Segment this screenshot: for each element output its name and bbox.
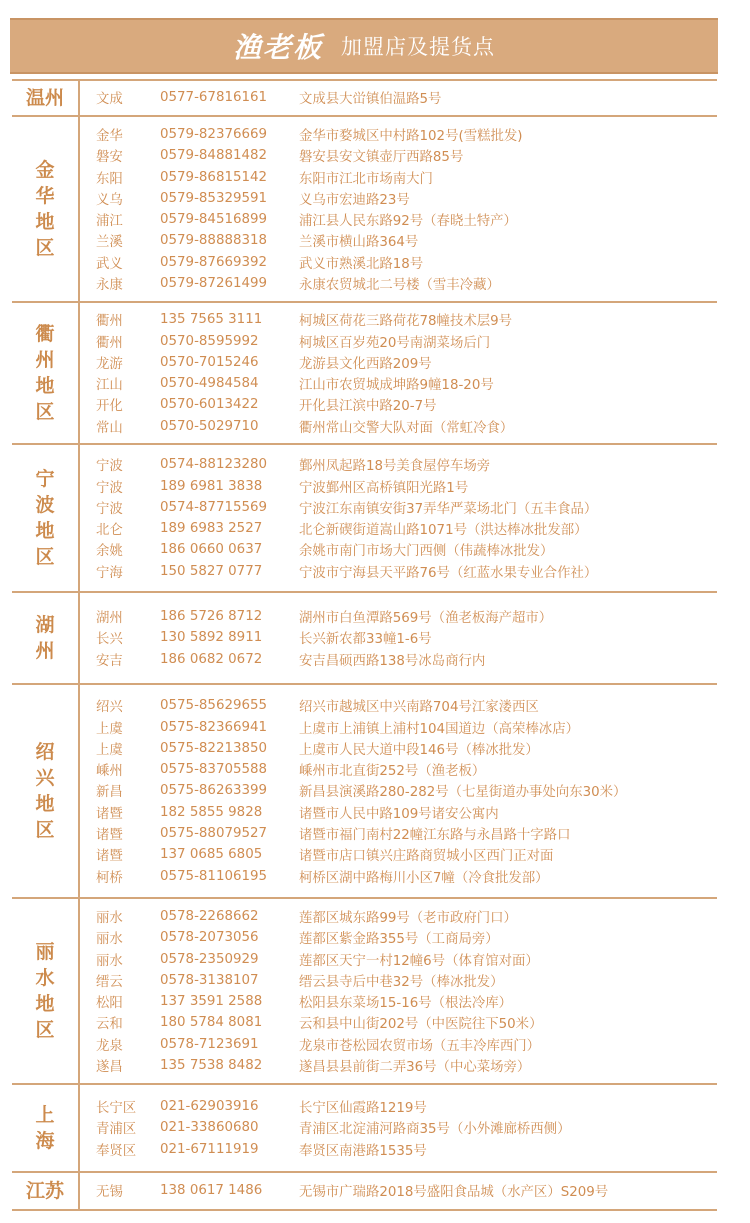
store-city: 永康 (96, 278, 123, 294)
store-row (80, 230, 717, 251)
store-phone: 0579-84881482 (160, 148, 268, 164)
store-row (80, 561, 717, 582)
store-address: 新昌县演溪路280-282号（七星街道办事处向东30米） (299, 785, 627, 801)
store-address: 东阳市江北市场南大门 (299, 171, 433, 187)
region-label-cell (12, 81, 80, 115)
store-city: 松阳 (96, 996, 123, 1012)
store-city: 无锡 (96, 1185, 123, 1201)
store-row (80, 352, 717, 373)
store-city: 宁波 (96, 501, 123, 517)
store-address: 武义市熟溪北路18号 (299, 256, 424, 272)
store-phone: 0575-85629655 (160, 698, 268, 714)
store-row (80, 627, 717, 648)
store-row (80, 866, 717, 887)
page-header (10, 18, 718, 74)
store-phone: 138 0617 1486 (160, 1183, 263, 1199)
store-city: 常山 (96, 420, 123, 436)
store-address: 莲都区天宁一村12幢6号（体育馆对面） (299, 953, 539, 969)
store-list (80, 1085, 717, 1171)
store-phone: 0570-5029710 (160, 418, 259, 434)
store-phone: 0575-83705588 (160, 762, 268, 778)
region-block (12, 115, 717, 301)
store-address: 莲都区紫金路355号（工商局旁） (299, 932, 499, 948)
store-city: 遂昌 (96, 1060, 123, 1076)
store-city: 东阳 (96, 171, 123, 187)
store-phone: 130 5892 8911 (160, 630, 263, 646)
store-address: 遂昌县县前街二弄36号（中心菜场旁） (299, 1060, 531, 1076)
store-city: 嵊州 (96, 764, 123, 780)
store-phone: 0570-8595992 (160, 333, 259, 349)
store-city: 缙云 (96, 974, 123, 990)
store-row (80, 948, 717, 969)
store-city: 磐安 (96, 150, 123, 166)
store-phone: 0578-7123691 (160, 1036, 259, 1052)
store-address: 缙云县寺后中巷32号（棒冰批发） (299, 974, 504, 990)
store-city: 丽水 (96, 953, 123, 969)
store-address: 奉贤区南港路1535号 (299, 1143, 427, 1159)
store-row (80, 716, 717, 737)
store-phone: 0575-88079527 (160, 826, 268, 842)
store-phone: 0578-2350929 (160, 951, 259, 967)
store-phone: 021-67111919 (160, 1141, 259, 1157)
store-city: 绍兴 (96, 700, 123, 716)
store-city: 宁海 (96, 565, 123, 581)
store-row (80, 454, 717, 475)
region-label-cell (12, 117, 80, 301)
store-city: 安吉 (96, 653, 123, 669)
store-address: 宁波鄞州区高桥镇阳光路1号 (299, 480, 469, 496)
store-city: 诸暨 (96, 849, 123, 865)
region-name: 江苏 (25, 1180, 64, 1202)
store-row (80, 695, 717, 716)
store-city: 江山 (96, 378, 123, 394)
store-phone: 150 5827 0777 (160, 563, 263, 579)
region-name: 宁波地区 (35, 468, 55, 568)
store-row (80, 906, 717, 927)
region-block (12, 683, 717, 897)
store-city: 丽水 (96, 910, 123, 926)
brand-logo: 渔老板 (232, 31, 323, 64)
region-label-cell (12, 303, 80, 443)
region-block (12, 897, 717, 1083)
store-address: 安吉昌硕西路138号冰岛商行内 (299, 653, 486, 669)
store-phone: 0579-85329591 (160, 190, 268, 206)
store-phone: 182 5855 9828 (160, 804, 263, 820)
store-address: 柯桥区湖中路梅川小区7幢（冷食批发部） (299, 870, 549, 886)
store-row (80, 1117, 717, 1138)
store-row (80, 1012, 717, 1033)
store-row (80, 649, 717, 670)
store-address: 衢州常山交警大队对面（常虹冷食） (299, 420, 514, 436)
store-row (80, 87, 717, 108)
store-city: 青浦区 (96, 1122, 137, 1138)
store-row (80, 970, 717, 991)
region-label-cell (12, 1085, 80, 1171)
region-label-cell (12, 899, 80, 1083)
store-address: 诸暨市店口镇兴庄路商贸城小区西门正对面 (299, 849, 554, 865)
store-phone: 0579-87669392 (160, 254, 268, 270)
store-address: 湖州市白鱼潭路569号（渔老板海产超市） (299, 611, 553, 627)
store-address: 柯城区百岁苑20号南湖菜场后门 (299, 335, 491, 351)
store-address: 上虞市上浦镇上浦村104国道边（高荣棒冰店） (299, 721, 579, 737)
store-address: 青浦区北淀浦河路商35号（小外滩廊桥西侧） (299, 1122, 571, 1138)
store-address: 莲都区城东路99号（老市政府门口） (299, 910, 517, 926)
store-address: 松阳县东菜场15-16号（根法冷库） (299, 996, 512, 1012)
store-address: 鄞州凤起路18号美食屋停车场旁 (299, 459, 491, 475)
store-row (80, 475, 717, 496)
region-name: 湖州 (35, 614, 55, 662)
store-phone: 021-33860680 (160, 1120, 259, 1136)
region-label-cell (12, 685, 80, 897)
region-name: 上海 (35, 1104, 55, 1152)
region-name: 丽水地区 (35, 941, 55, 1041)
store-phone: 0575-82213850 (160, 740, 268, 756)
store-phone: 0570-6013422 (160, 397, 259, 413)
store-row (80, 252, 717, 273)
store-city: 云和 (96, 1017, 123, 1033)
store-address: 嵊州市北直街252号（渔老板） (299, 764, 486, 780)
store-phone: 0570-7015246 (160, 354, 259, 370)
store-list (80, 81, 717, 115)
page-title: 加盟店及提货点 (341, 35, 495, 59)
store-city: 衢州 (96, 335, 123, 351)
store-address: 宁波市宁海县天平路76号（红蓝水果专业合作社） (299, 565, 598, 581)
store-row (80, 1034, 717, 1055)
store-city: 长兴 (96, 632, 123, 648)
store-phone: 0579-86815142 (160, 169, 268, 185)
region-block (12, 591, 717, 683)
store-row (80, 606, 717, 627)
store-list (80, 1173, 717, 1209)
store-phone: 0578-2268662 (160, 908, 259, 924)
store-address: 义乌市宏迪路23号 (299, 192, 410, 208)
store-address: 磐安县安文镇壶厅西路85号 (299, 150, 464, 166)
store-address: 永康农贸城北二号楼（雪丰冷藏） (299, 278, 500, 294)
store-list (80, 303, 717, 443)
store-phone: 0574-88123280 (160, 457, 268, 473)
store-table (12, 79, 717, 1211)
store-phone: 0579-84516899 (160, 212, 268, 228)
store-phone: 135 7538 8482 (160, 1058, 263, 1074)
store-address: 长兴新农都33幢1-6号 (299, 632, 432, 648)
store-address: 诸暨市人民中路109号诸安公寓内 (299, 806, 499, 822)
store-address: 无锡市广瑞路2018号盛阳食品城（水产区）S209号 (299, 1185, 609, 1201)
store-row (80, 273, 717, 294)
store-row (80, 539, 717, 560)
store-phone: 189 6983 2527 (160, 521, 263, 537)
store-city: 武义 (96, 256, 123, 272)
store-city: 上虞 (96, 721, 123, 737)
store-row (80, 780, 717, 801)
store-list (80, 899, 717, 1083)
store-row (80, 1096, 717, 1117)
store-phone: 135 7565 3111 (160, 312, 263, 328)
store-address: 文成县大峃镇伯温路5号 (299, 92, 442, 108)
store-address: 浦江县人民东路92号（春晓土特产） (299, 214, 517, 230)
store-row (80, 927, 717, 948)
store-row (80, 394, 717, 415)
store-address: 余姚市南门市场大门西侧（伟蔬棒冰批发） (299, 544, 554, 560)
store-row (80, 124, 717, 145)
store-city: 柯桥 (96, 870, 123, 886)
store-row (80, 844, 717, 865)
store-city: 上虞 (96, 742, 123, 758)
store-row (80, 145, 717, 166)
store-phone: 021-62903916 (160, 1099, 259, 1115)
store-row (80, 738, 717, 759)
store-city: 开化 (96, 399, 123, 415)
store-city: 浦江 (96, 214, 123, 230)
store-phone: 186 5726 8712 (160, 609, 263, 625)
store-phone: 0575-81106195 (160, 868, 268, 884)
store-phone: 0578-3138107 (160, 972, 259, 988)
store-address: 金华市婺城区中村路102号(雪糕批发) (299, 128, 523, 144)
store-address: 云和县中山街202号（中医院往下50米） (299, 1017, 543, 1033)
store-row (80, 416, 717, 437)
store-address: 龙泉市苍松园农贸市场（五丰冷库西门） (299, 1038, 541, 1054)
store-row (80, 1139, 717, 1160)
store-address: 绍兴市越城区中兴南路704号江家溇西区 (299, 700, 539, 716)
store-phone: 0574-87715569 (160, 499, 268, 515)
store-list (80, 593, 717, 683)
store-address: 兰溪市横山路364号 (299, 235, 419, 251)
store-city: 文成 (96, 92, 123, 108)
store-address: 柯城区荷花三路荷花78幢技术层9号 (299, 314, 513, 330)
store-phone: 0575-82366941 (160, 719, 268, 735)
store-phone: 137 0685 6805 (160, 847, 263, 863)
store-row (80, 1055, 717, 1076)
store-address: 江山市农贸城成坤路9幢18-20号 (299, 378, 494, 394)
store-list (80, 685, 717, 897)
region-name: 绍兴地区 (35, 741, 55, 841)
store-city: 诸暨 (96, 828, 123, 844)
store-city: 宁波 (96, 459, 123, 475)
store-row (80, 209, 717, 230)
store-address: 宁波江东南镇安街37弄华严菜场北门（五丰食品） (299, 501, 598, 517)
store-city: 北仑 (96, 523, 123, 539)
store-phone: 189 6981 3838 (160, 478, 263, 494)
store-row (80, 991, 717, 1012)
region-block (12, 301, 717, 443)
store-list (80, 117, 717, 301)
store-city: 兰溪 (96, 235, 123, 251)
store-row (80, 497, 717, 518)
store-address: 北仑新碶街道嵩山路1071号（洪达棒冰批发部） (299, 523, 588, 539)
store-phone: 0579-87261499 (160, 276, 268, 292)
store-city: 长宁区 (96, 1101, 137, 1117)
store-phone: 180 5784 8081 (160, 1015, 263, 1031)
store-row (80, 330, 717, 351)
store-row (80, 373, 717, 394)
store-city: 丽水 (96, 932, 123, 948)
region-name: 温州 (25, 87, 64, 109)
region-label-cell (12, 1173, 80, 1209)
store-row (80, 309, 717, 330)
store-city: 诸暨 (96, 806, 123, 822)
store-row (80, 823, 717, 844)
store-city: 湖州 (96, 611, 123, 627)
region-block (12, 79, 717, 115)
region-name: 衢州地区 (35, 323, 55, 423)
region-label-cell (12, 445, 80, 591)
store-city: 金华 (96, 128, 123, 144)
store-phone: 137 3591 2588 (160, 994, 263, 1010)
store-phone: 186 0660 0637 (160, 542, 263, 558)
region-block (12, 1171, 717, 1211)
region-block (12, 1083, 717, 1171)
region-block (12, 443, 717, 591)
store-phone: 0575-86263399 (160, 783, 268, 799)
store-city: 宁波 (96, 480, 123, 496)
store-city: 余姚 (96, 544, 123, 560)
store-row (80, 188, 717, 209)
store-phone: 0579-88888318 (160, 233, 268, 249)
region-label-cell (12, 593, 80, 683)
store-city: 新昌 (96, 785, 123, 801)
store-phone: 0578-2073056 (160, 930, 259, 946)
store-address: 龙游县文化西路209号 (299, 356, 432, 372)
store-address: 开化县江滨中路20-7号 (299, 399, 437, 415)
store-row (80, 1180, 717, 1201)
store-phone: 186 0682 0672 (160, 651, 263, 667)
store-city: 奉贤区 (96, 1143, 137, 1159)
store-row (80, 518, 717, 539)
store-row (80, 759, 717, 780)
store-row (80, 802, 717, 823)
store-list (80, 445, 717, 591)
store-row (80, 166, 717, 187)
store-city: 衢州 (96, 314, 123, 330)
region-name: 金华地区 (35, 159, 55, 259)
store-address: 长宁区仙霞路1219号 (299, 1101, 427, 1117)
store-address: 诸暨市福门南村22幢江东路与永昌路十字路口 (299, 828, 571, 844)
store-phone: 0577-67816161 (160, 90, 268, 106)
store-phone: 0570-4984584 (160, 376, 259, 392)
store-city: 龙游 (96, 356, 123, 372)
store-city: 义乌 (96, 192, 123, 208)
store-address: 上虞市人民大道中段146号（棒冰批发） (299, 742, 539, 758)
store-city: 龙泉 (96, 1038, 123, 1054)
store-phone: 0579-82376669 (160, 126, 268, 142)
